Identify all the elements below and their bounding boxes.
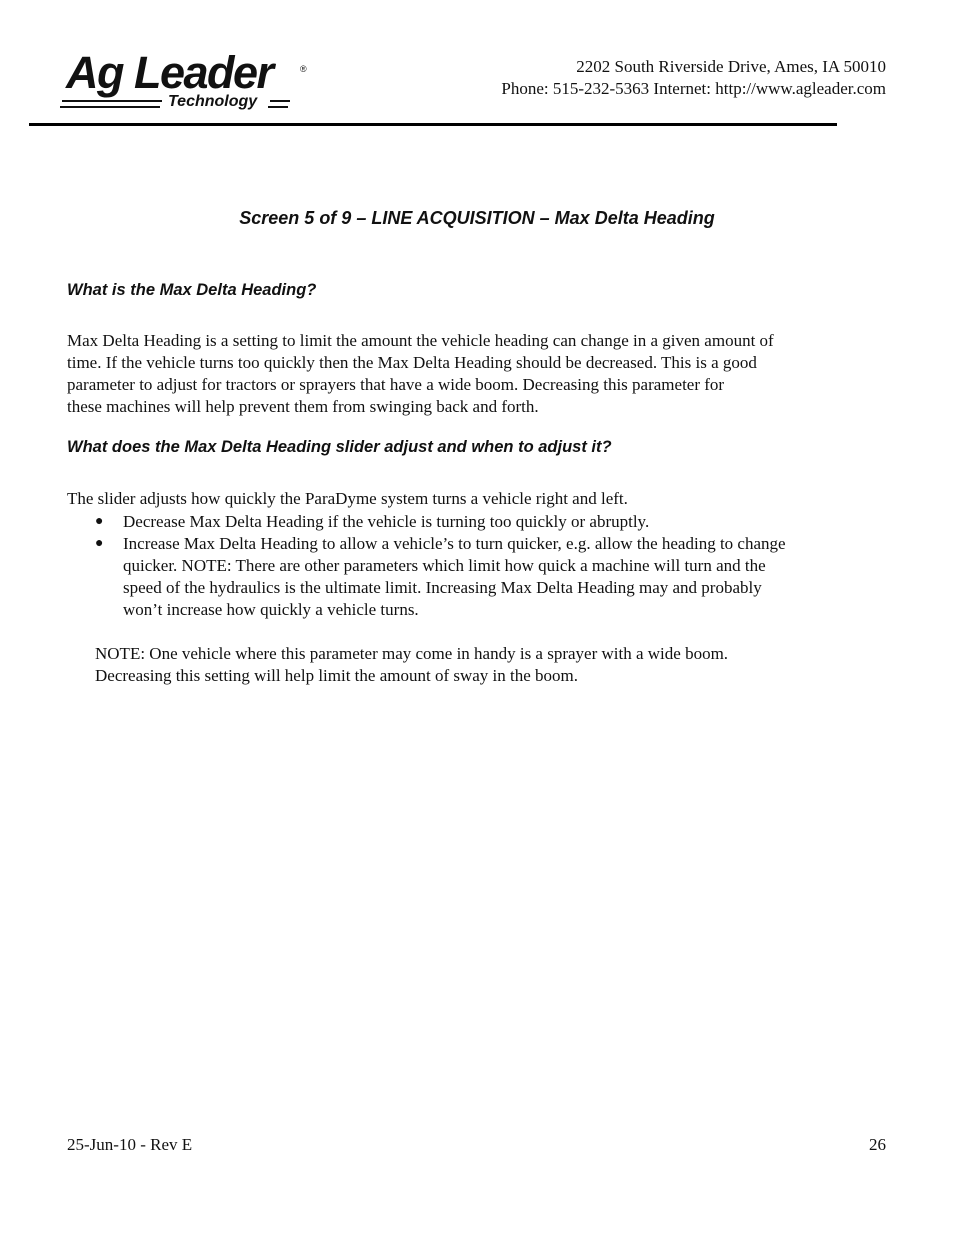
section1-paragraph <box>67 330 889 418</box>
contact-line: Phone: 515-232-5363 Internet: http://www.agleader.com <box>501 79 886 98</box>
bullet-icon: ● <box>95 536 104 551</box>
list-item <box>67 533 897 621</box>
bullet-text: won’t increase how quickly a vehicle turns. <box>123 600 419 619</box>
note-line: Decreasing this setting will help limit the amount of sway in the boom. <box>95 666 579 685</box>
note-line: NOTE: One vehicle where this parameter may come in handy is a sprayer with a wide boom. <box>95 644 729 663</box>
ag-leader-logo <box>60 47 315 118</box>
intro-line: The slider adjusts how quickly the ParaDyme system turns a vehicle right and left. <box>67 489 628 508</box>
bullet-list <box>67 511 897 621</box>
logo-wordmark: Ag Leader <box>66 47 273 98</box>
address-line: 2202 South Riverside Drive, Ames, IA 50010 <box>576 57 886 76</box>
paragraph-line: Max Delta Heading is a setting to limit the amount the vehicle heading can change in a given amount of <box>67 331 774 350</box>
bullet-text: Decrease Max Delta Heading if the vehicle is turning too quickly or abruptly. <box>123 512 650 531</box>
paragraph-line: parameter to adjust for tractors or sprayers that have a wide boom. Decreasing this parameter for <box>67 375 725 394</box>
logo-subtitle: Technology <box>168 93 258 110</box>
paragraph-line: these machines will help prevent them from swinging back and forth. <box>67 397 539 416</box>
section2-intro <box>67 488 889 510</box>
page-title: Screen 5 of 9 – LINE ACQUISITION – Max Delta Heading <box>239 208 715 228</box>
section1-heading: What is the Max Delta Heading? <box>67 281 317 299</box>
logo-line-right <box>270 100 290 102</box>
paragraph-line: time. If the vehicle turns too quickly then the Max Delta Heading should be decreased. This is a good <box>67 353 757 372</box>
footer-date-revision: 25-Jun-10 - Rev E <box>67 1135 193 1154</box>
header-divider <box>29 123 837 126</box>
bullet-text: quicker. NOTE: There are other parameters which limit how quick a machine will turn and the <box>123 556 766 575</box>
registered-mark: ® <box>300 64 307 74</box>
note-block <box>95 643 728 687</box>
logo-line-right-lower <box>268 106 288 108</box>
page-number: 26 <box>869 1135 886 1154</box>
header-address <box>501 56 886 100</box>
bullet-text: speed of the hydraulics is the ultimate limit. Increasing Max Delta Heading may and probably <box>123 578 762 597</box>
bullet-icon: ● <box>95 514 104 529</box>
list-item <box>67 511 897 533</box>
logo-line-left <box>62 100 162 102</box>
section2-heading: What does the Max Delta Heading slider adjust and when to adjust it? <box>67 438 612 456</box>
logo-line-left-lower <box>60 106 160 108</box>
bullet-text: Increase Max Delta Heading to allow a vehicle’s to turn quicker, e.g. allow the heading to change <box>123 534 786 553</box>
